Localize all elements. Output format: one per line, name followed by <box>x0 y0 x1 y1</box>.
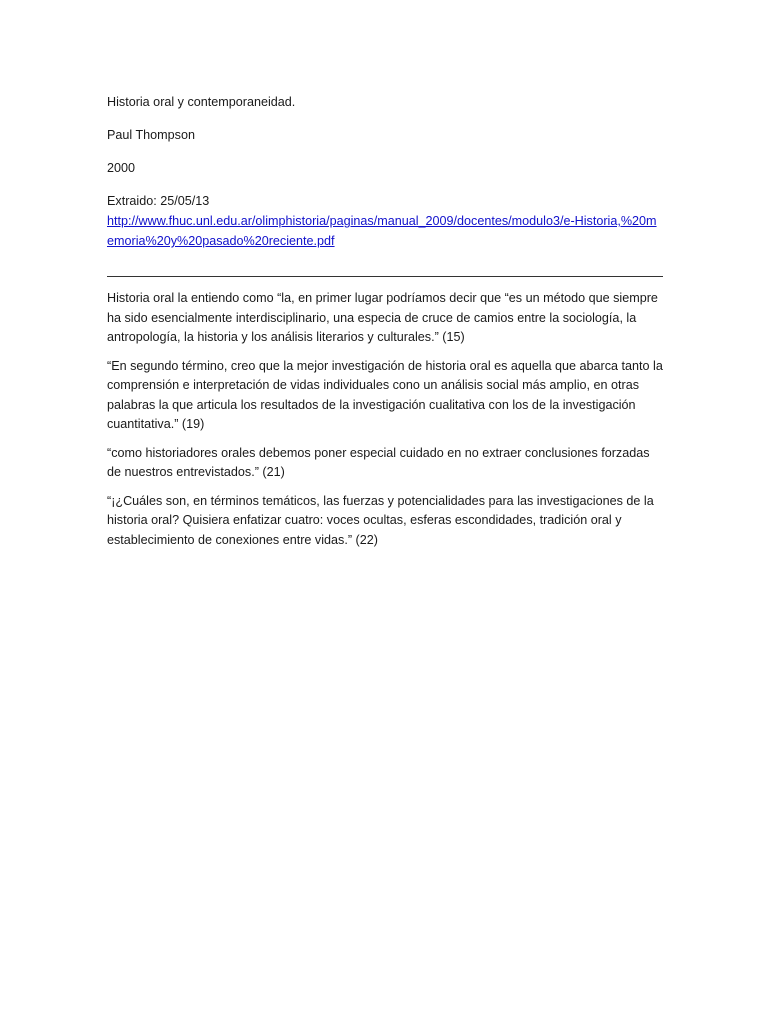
document-author: Paul Thompson <box>107 128 195 142</box>
document-body <box>107 92 663 559</box>
paragraph-2: “En segundo término, creo que la mejor investigación de historia oral es aquella que abarca tanto la comprensión e interpretación de vidas individuales cono un análisis social más amplio, en otras palabras la que articula los resultados de la investigación cualitativa con los de la investigación cuantitativa.” (19) <box>107 358 663 431</box>
document-title: Historia oral y contemporaneidad. <box>107 95 296 109</box>
source-link[interactable]: http://www.fhuc.unl.edu.ar/olimphistoria/paginas/manual_2009/docentes/modulo3/e-Historia,%20memoria%20y%20pasado%20reciente.pdf <box>107 214 657 248</box>
document-year: 2000 <box>107 161 136 175</box>
extracted-date: Extraido: 25/05/13 <box>107 194 210 208</box>
horizontal-rule <box>107 276 663 277</box>
paragraph-4: “¡¿Cuáles son, en términos temáticos, las fuerzas y potencialidades para las investigaciones de la historia oral? Quisiera enfatizar cuatro: voces ocultas, esferas escondidades, tradición oral y establecimiento de conexiones entre vidas.” (22) <box>107 493 654 547</box>
paragraph-3: “como historiadores orales debemos poner especial cuidado en no extraer conclusiones forzadas de nuestros entrevistados.” (21) <box>107 445 650 479</box>
paragraph-1: Historia oral la entiendo como “la, en primer lugar podríamos decir que “es un método que siempre ha sido esencialmente interdisciplinario, una especia de cruce de camios entre la sociología, la antropología, la historia y los análisis literarios y culturales.” (15) <box>107 291 658 344</box>
